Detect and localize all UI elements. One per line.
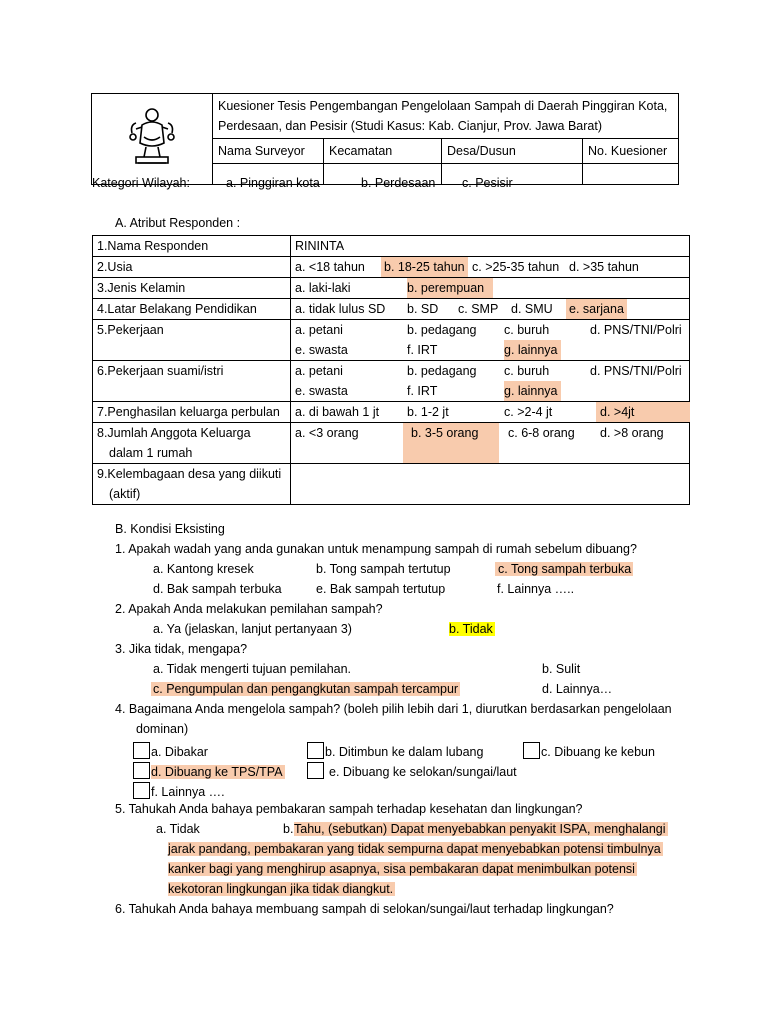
usia-option-a[interactable]: a. <18 tahun [295,260,365,274]
pend-option-b[interactable]: b. SD [407,302,439,316]
q2-text: 2. Apakah Anda melakukan pemilahan sampah? [115,602,383,616]
q5-text: 5. Tahukah Anda bahaya pembakaran sampah terhadap kesehatan dan lingkungan? [115,802,583,816]
col-nama-surveyor: Nama Surveyor [213,139,324,164]
checkbox[interactable] [523,742,540,759]
university-seal-logo [124,103,180,169]
row-label: 1.Nama Responden [93,236,291,257]
kerja-pasangan-option-a[interactable]: a. petani [295,364,343,378]
kerja-option-c[interactable]: c. buruh [504,323,550,337]
pend-option-c[interactable]: c. SMP [458,302,499,316]
table-row [93,361,690,402]
anggota-option-d[interactable]: d. >8 orang [600,426,664,440]
header-table [91,93,679,185]
hasil-option-d[interactable]: d. >4jt [596,402,690,422]
atribut-table [92,235,690,505]
kerja-option-d[interactable]: d. PNS/TNI/Polri [590,323,682,337]
q3-option-b[interactable]: b. Sulit [542,662,581,676]
row-label-cont: dalam 1 rumah [109,446,193,460]
q6-text: 6. Tahukah Anda bahaya membuang sampah di selokan/sungai/laut terhadap lingkungan? [115,902,614,916]
kerja-option-b[interactable]: b. pedagang [407,323,477,337]
checkbox[interactable] [133,742,150,759]
q1-option-e[interactable]: e. Bak sampah tertutup [316,582,446,596]
row-label: 2.Usia [93,257,291,278]
col-desa-dusun: Desa/Dusun [442,139,583,164]
table-row [93,320,690,361]
jk-option-b[interactable]: b. perempuan [407,278,493,298]
hasil-option-b[interactable]: b. 1-2 jt [407,405,449,419]
usia-option-d[interactable]: d. >35 tahun [569,260,639,274]
q3-option-d[interactable]: d. Lainnya… [542,682,613,696]
anggota-option-b[interactable]: b. 3-5 orang [411,426,479,440]
kerja-pasangan-option-d[interactable]: d. PNS/TNI/Polri [590,364,682,378]
q2-option-b[interactable]: b. Tidak [449,622,493,636]
kerja-option-g[interactable]: g. lainnya [504,340,561,360]
kelembagaan-value[interactable] [291,464,690,505]
col-no-kuesioner: No. Kuesioner [583,139,679,164]
kategori-option-b[interactable]: b. Perdesaan [361,176,436,190]
row-label: 4.Latar Belakang Pendidikan [93,299,291,320]
q4-option-c[interactable]: c. Dibuang ke kebun [541,745,655,759]
field-no-kuesioner[interactable] [583,164,679,185]
kategori-option-a[interactable]: a. Pinggiran kota [226,176,320,190]
kerja-pasangan-option-e[interactable]: e. swasta [295,384,348,398]
usia-option-b[interactable]: b. 18-25 tahun [381,257,468,277]
q4-option-d[interactable]: d. Dibuang ke TPS/TPA [151,765,283,779]
q5-option-b-line-2: jarak pandang, pembakaran yang tidak sempurna dapat menyebabkan potensi timbulnya [168,842,661,856]
row-label: 5.Pekerjaan [93,320,291,361]
title-cell [213,94,679,139]
kerja-option-a[interactable]: a. petani [295,323,343,337]
hasil-option-c[interactable]: c. >2-4 jt [504,405,553,419]
q5-option-b-line-1[interactable]: Tahu, (sebutkan) Dapat menyebabkan penyakit ISPA, menghalangi [294,822,666,836]
q4-text-line-1: 4. Bagaimana Anda mengelola sampah? (boleh pilih lebih dari 1, diurutkan berdasarkan pengelolaan [115,702,672,716]
row-label: 8.Jumlah Anggota Keluarga [97,426,251,440]
jk-option-a[interactable]: a. laki-laki [295,281,351,295]
kerja-pasangan-option-b[interactable]: b. pedagang [407,364,477,378]
anggota-option-c[interactable]: c. 6-8 orang [508,426,575,440]
q5-option-a[interactable]: a. Tidak [156,822,200,836]
q2-option-a[interactable]: a. Ya (jelaskan, lanjut pertanyaan 3) [153,622,352,636]
kategori-option-c[interactable]: c. Pesisir [462,176,513,190]
table-row [93,464,690,505]
checkbox[interactable] [133,782,150,799]
section-b-title: B. Kondisi Eksisting [115,522,225,536]
q4-option-a[interactable]: a. Dibakar [151,745,208,759]
usia-option-c[interactable]: c. >25-35 tahun [472,260,560,274]
kategori-label: Kategori Wilayah: [92,176,190,190]
q3-option-c[interactable]: c. Pengumpulan dan pengangkutan sampah tercampur [153,682,459,696]
anggota-option-a[interactable]: a. <3 orang [295,426,359,440]
q1-option-b[interactable]: b. Tong sampah tertutup [316,562,451,576]
kerja-pasangan-option-f[interactable]: f. IRT [407,384,438,398]
col-kecamatan: Kecamatan [324,139,442,164]
nama-responden-value[interactable]: RININTA [291,236,690,257]
row-label: 3.Jenis Kelamin [93,278,291,299]
kerja-option-f[interactable]: f. IRT [407,343,438,357]
pend-option-e[interactable]: e. sarjana [566,299,627,319]
row-label-cont: (aktif) [109,487,141,501]
q1-text: 1. Apakah wadah yang anda gunakan untuk menampung sampah di rumah sebelum dibuang? [115,542,637,556]
q4-option-f[interactable]: f. Lainnya …. [151,785,225,799]
q4-option-e[interactable]: e. Dibuang ke selokan/sungai/laut [329,765,517,779]
kerja-option-e[interactable]: e. swasta [295,343,348,357]
hasil-option-a[interactable]: a. di bawah 1 jt [295,405,380,419]
q5-option-b-line-4: kekotoran lingkungan jika tidak diangkut. [168,882,394,896]
table-row [93,236,690,257]
pend-option-a[interactable]: a. tidak lulus SD [295,302,386,316]
checkbox[interactable] [133,762,150,779]
checkbox[interactable] [307,742,324,759]
row-label: 6.Pekerjaan suami/istri [93,361,291,402]
table-row [93,423,690,464]
q4-text-line-2: dominan) [136,722,189,736]
table-row [93,278,690,299]
table-row [93,257,690,278]
row-label: 9.Kelembagaan desa yang diikuti [97,467,282,481]
q3-option-a[interactable]: a. Tidak mengerti tujuan pemilahan. [153,662,352,676]
kerja-pasangan-option-g[interactable]: g. lainnya [504,381,561,401]
q3-text: 3. Jika tidak, mengapa? [115,642,248,656]
row-label: 7.Penghasilan keluarga perbulan [93,402,291,423]
pend-option-d[interactable]: d. SMU [511,302,553,316]
q4-option-b[interactable]: b. Ditimbun ke dalam lubang [325,745,484,759]
kerja-pasangan-option-c[interactable]: c. buruh [504,364,550,378]
q1-option-f[interactable]: f. Lainnya ….. [497,582,575,596]
q5-option-b-letter[interactable]: b. [283,822,294,836]
checkbox[interactable] [307,762,324,779]
table-row [93,299,690,320]
logo-cell [92,94,213,185]
title-line-2: Perdesaan, dan Pesisir (Studi Kasus: Kab. Cianjur, Prov. Jawa Barat) [218,119,602,133]
section-a-title: A. Atribut Responden : [115,216,241,230]
title-line-1: Kuesioner Tesis Pengembangan Pengelolaan Sampah di Daerah Pinggiran Kota, [218,99,668,113]
table-row [93,402,690,423]
q5-option-b-line-3: kanker bagi yang menghirup asapnya, sisa pembakaran dapat menimbulkan potensi [168,862,635,876]
q1-option-d[interactable]: d. Bak sampah terbuka [153,582,282,596]
q1-option-a[interactable]: a. Kantong kresek [153,562,254,576]
q1-option-c[interactable]: c. Tong sampah terbuka [495,562,633,576]
